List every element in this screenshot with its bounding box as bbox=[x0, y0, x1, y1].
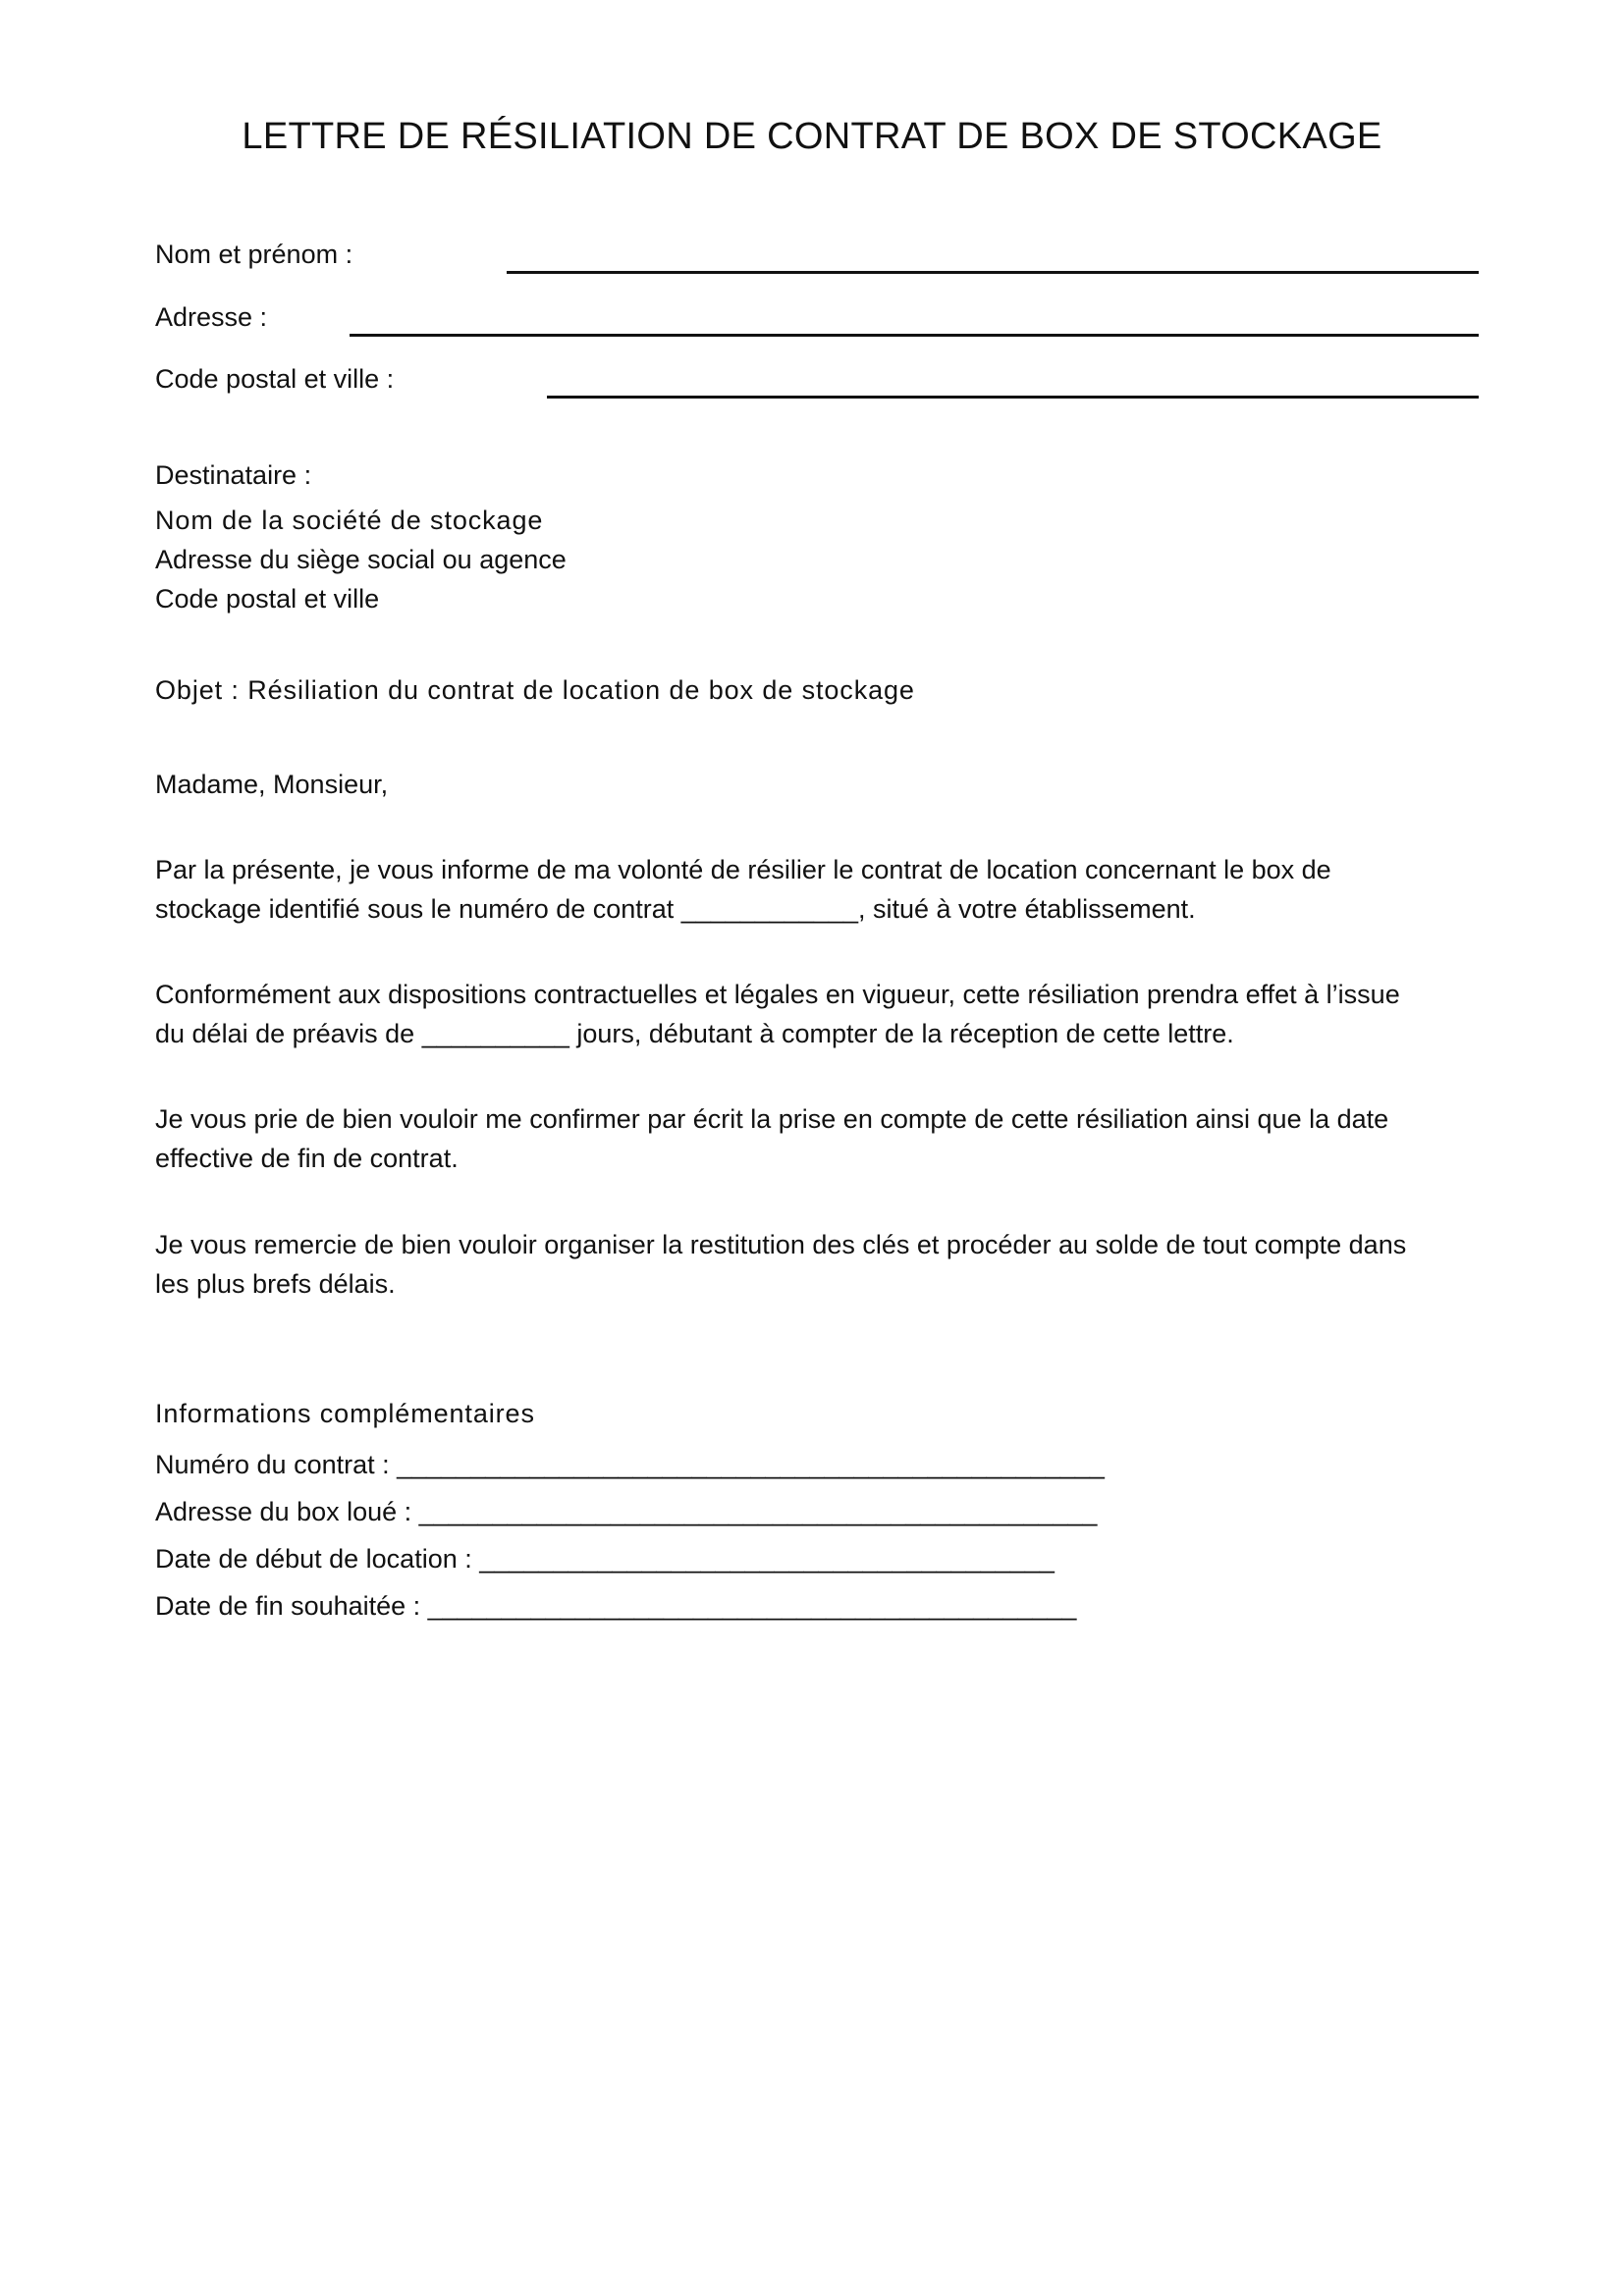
paragraph-4-line-1: Je vous remercie de bien vouloir organiser la restitution des clés et procéder au solde de tout compte dans bbox=[155, 1230, 1407, 1259]
subject-line: Objet : Résiliation du contrat de location de box de stockage bbox=[155, 675, 915, 705]
rental-start-date-field[interactable]: Date de début de location : _______________________________________ bbox=[155, 1544, 1055, 1574]
body-paragraph-4 bbox=[155, 1225, 1471, 1304]
recipient-address-line: Adresse du siège social ou agence bbox=[155, 545, 567, 574]
recipient-postal-city-line: Code postal et ville bbox=[155, 584, 380, 614]
desired-end-date-field[interactable]: Date de fin souhaitée : ____________________________________________ bbox=[155, 1591, 1077, 1621]
paragraph-4-line-2: les plus brefs délais. bbox=[155, 1269, 396, 1299]
additional-info-heading: Informations complémentaires bbox=[155, 1399, 535, 1428]
body-paragraph-1 bbox=[155, 850, 1471, 929]
additional-info-block bbox=[155, 1441, 1471, 1629]
sender-name-field bbox=[155, 238, 1479, 277]
sender-postal-city-label: Code postal et ville : bbox=[155, 364, 395, 394]
sender-postal-city-line[interactable] bbox=[547, 396, 1479, 399]
contract-number-field[interactable]: Numéro du contrat : ________________________________________________ bbox=[155, 1450, 1105, 1479]
paragraph-1-line-1: Par la présente, je vous informe de ma volonté de résilier le contrat de location concernant le box de bbox=[155, 855, 1331, 884]
paragraph-3-line-2: effective de fin de contrat. bbox=[155, 1144, 459, 1173]
sender-address-field bbox=[155, 300, 1479, 340]
sender-name-line[interactable] bbox=[507, 271, 1479, 274]
box-address-field[interactable]: Adresse du box loué : ______________________________________________ bbox=[155, 1497, 1098, 1526]
recipient-block bbox=[155, 501, 1471, 618]
paragraph-2-line-1: Conformément aux dispositions contractuelles et légales en vigueur, cette résiliation prendra effet à l’issue bbox=[155, 980, 1400, 1009]
body-paragraph-3 bbox=[155, 1099, 1471, 1178]
salutation: Madame, Monsieur, bbox=[155, 770, 389, 799]
sender-name-label: Nom et prénom : bbox=[155, 240, 353, 269]
paragraph-2-line-2: du délai de préavis de __________ jours, débutant à compter de la réception de cette lettre. bbox=[155, 1019, 1234, 1048]
sender-postal-city-field bbox=[155, 362, 1479, 401]
recipient-company-line: Nom de la société de stockage bbox=[155, 506, 544, 535]
paragraph-1-line-2: stockage identifié sous le numéro de contrat ____________, situé à votre établissement. bbox=[155, 894, 1196, 924]
sender-address-label: Adresse : bbox=[155, 302, 268, 332]
document-title: LETTRE DE RÉSILIATION DE CONTRAT DE BOX DE STOCKAGE bbox=[242, 116, 1382, 157]
paragraph-3-line-1: Je vous prie de bien vouloir me confirmer par écrit la prise en compte de cette résiliation ainsi que la date bbox=[155, 1104, 1389, 1134]
body-paragraph-2 bbox=[155, 975, 1471, 1053]
sender-address-line[interactable] bbox=[350, 334, 1479, 337]
recipient-heading: Destinataire : bbox=[155, 460, 312, 490]
